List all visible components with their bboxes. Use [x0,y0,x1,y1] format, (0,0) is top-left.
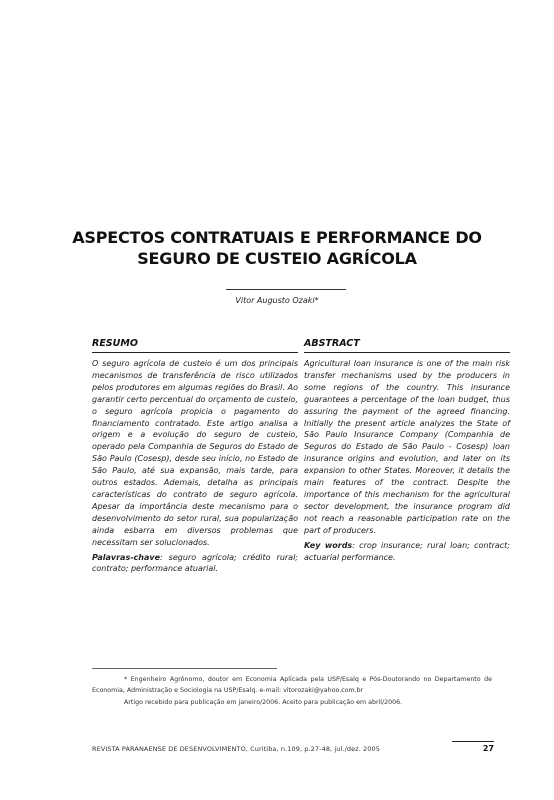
resumo-keywords [92,552,298,576]
author-footnote: * Engenheiro Agrônomo, doutor em Economia Aplicada pela USP/Esalq e Pós-Doutorando no Departamento de Economia, Administração e Sociologia na USP/Esalq. e-mail: vitorozaki@yahoo.com.br [92,676,492,694]
article-title-line-2: SEGURO DE CUSTEIO AGRÍCOLA [137,249,417,268]
abstract-heading: ABSTRACT [304,338,510,353]
abstract-section [304,338,510,563]
resumo-heading: RESUMO [92,338,298,353]
footer-divider [452,741,494,742]
resumo-keywords-text: : seguro agrícola; crédito rural; contrato; performance atuarial. [92,552,298,574]
abstract-text: Agricultural loan insurance is one of the main risk transfer mechanisms used by the producers in some regions of the country. This insurance guarantees a percentage of the loan budget, thus assuring the payment of the agreed financing. Initially the present article analyzes the State of São Paulo Insurance Company (Companhia de Seguros do Estado de São Paulo - Cosesp) loan insurance origins and evolution, and later on its expansion to other States. Moreover, it details the main features of the contract. Despite the importance of this mechanism for the agricultural sector development, the insurance program did not reach a reasonable participation rate on the part of producers. [304,359,510,535]
author-divider [226,289,346,290]
page-number: 27 [482,744,494,753]
resumo-keywords-label: Palavras-chave [92,552,161,562]
resumo-section [92,338,298,575]
resumo-text: O seguro agrícola de custeio é um dos principais mecanismos de transferência de risco utilizados pelos produtores em algumas regiões do Brasil. Ao garantir certo percentual do orçamento de custeio, o seguro agrícola propicia o pagamento do financiamento contratado. Este artigo analisa a origem e a evolução do seguro de custeio, operado pela Companhia de Seguros do Estado de São Paulo (Cosesp), desde seu início, no Estado de São Paulo, até sua expansão, mais tarde, para outros estados. Ademais, detalha as principais características do contrato de seguro agrícola. Apesar da importância deste mecanismo para o desenvolvimento do setor rural, sua popularização ainda esbarra em diversos problemas que necessitam ser solucionados. [92,359,298,547]
footnote-divider [92,668,277,669]
abstract-keywords-text: : crop insurance; rural loan; contract; actuarial performance. [304,540,510,562]
author-name: Vitor Augusto Ozaki* [235,296,319,305]
received-note: Artigo recebido para publicação em janeiro/2006. Aceito para publicação em abril/2006. [124,699,403,706]
running-footer: REVISTA PARANAENSE DE DESENVOLVIMENTO, Curitiba, n.109, p.27-48, jul./dez. 2005 [92,745,380,753]
article-title-line-1: ASPECTOS CONTRATUAIS E PERFORMANCE DO [72,228,482,247]
abstract-keywords [304,540,510,564]
article-title [60,227,494,269]
abstract-keywords-label: Key words [304,540,353,550]
